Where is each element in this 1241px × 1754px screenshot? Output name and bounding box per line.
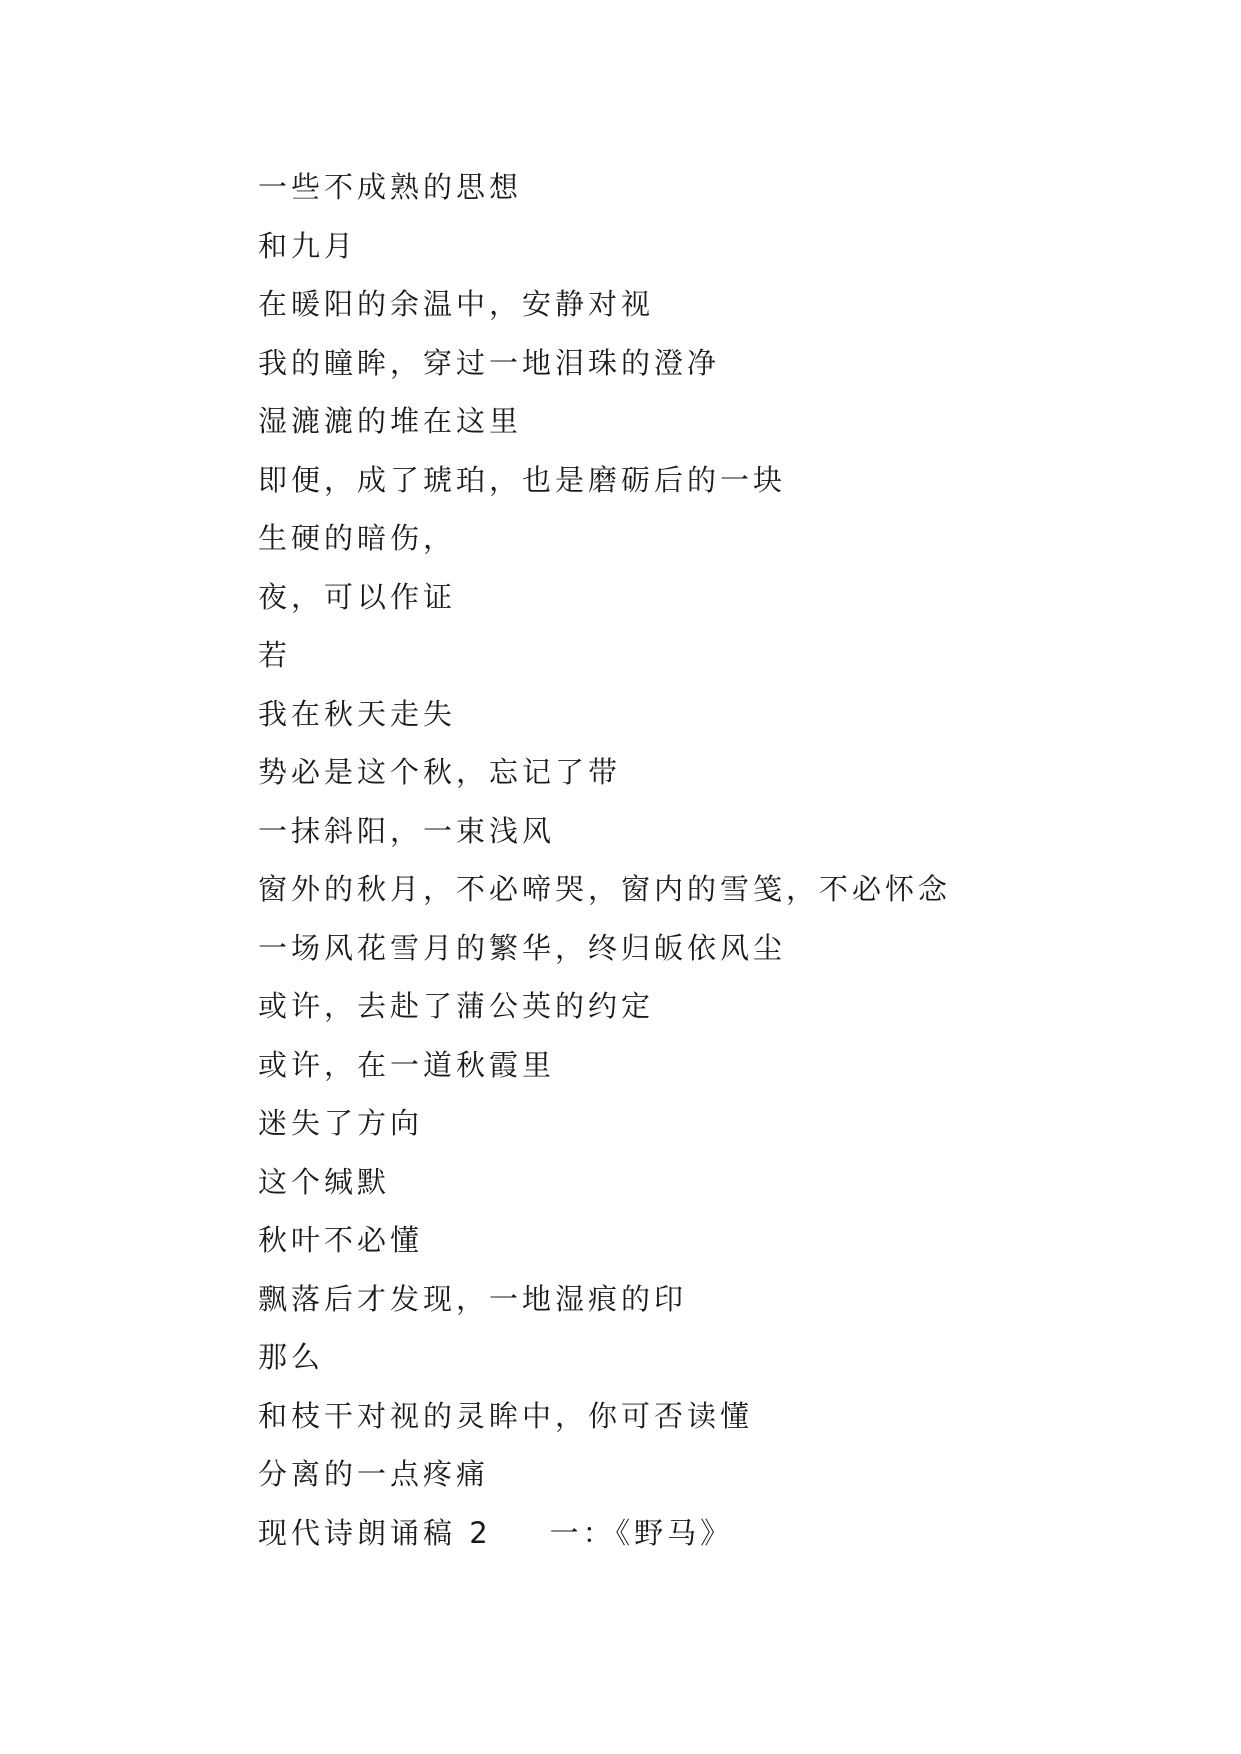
poem-body [258, 158, 951, 1562]
poem-line: 我在秋天走失 [258, 696, 457, 731]
poem-line: 一抹斜阳，一束浅风 [258, 813, 556, 848]
poem-line: 飘落后才发现，一地湿痕的印 [258, 1281, 688, 1316]
poem-line: 那么 [258, 1340, 325, 1374]
poem-line: 或许，在一道秋霞里 [258, 1047, 556, 1082]
poem-line: 夜，可以作证 [258, 579, 457, 614]
poem-line: 这个缄默 [258, 1164, 391, 1199]
heading-title: 现代诗朗诵稿 2 [258, 1515, 492, 1550]
heading-subtitle: 一：《野马》 [549, 1515, 734, 1550]
poem-line: 分离的一点疼痛 [258, 1457, 490, 1491]
poem-line: 秋叶不必懂 [258, 1223, 424, 1257]
poem-line: 和枝干对视的灵眸中，你可否读懂 [258, 1398, 754, 1433]
poem-line: 一些不成熟的思想 [258, 170, 523, 204]
poem-line: 一场风花雪月的繁华，终归皈依风尘 [258, 930, 787, 965]
section-heading [258, 1504, 951, 1563]
poem-line: 在暖阳的余温中，安静对视 [258, 287, 655, 321]
poem-line: 生硬的暗伤， [258, 521, 457, 555]
poem-line: 我的瞳眸，穿过一地泪珠的澄净 [258, 345, 721, 380]
poem-line: 或许，去赴了蒲公英的约定 [258, 989, 655, 1023]
poem-line: 即便，成了琥珀，也是磨砺后的一块 [258, 462, 787, 497]
poem-line: 势必是这个秋，忘记了带 [258, 755, 622, 789]
poem-line: 若 [258, 638, 292, 672]
poem-line: 湿漉漉的堆在这里 [258, 404, 523, 438]
poem-line: 和九月 [258, 228, 358, 263]
poem-line: 窗外的秋月，不必啼哭，窗内的雪笺，不必怀念 [258, 872, 952, 906]
poem-line: 迷失了方向 [258, 1106, 424, 1140]
